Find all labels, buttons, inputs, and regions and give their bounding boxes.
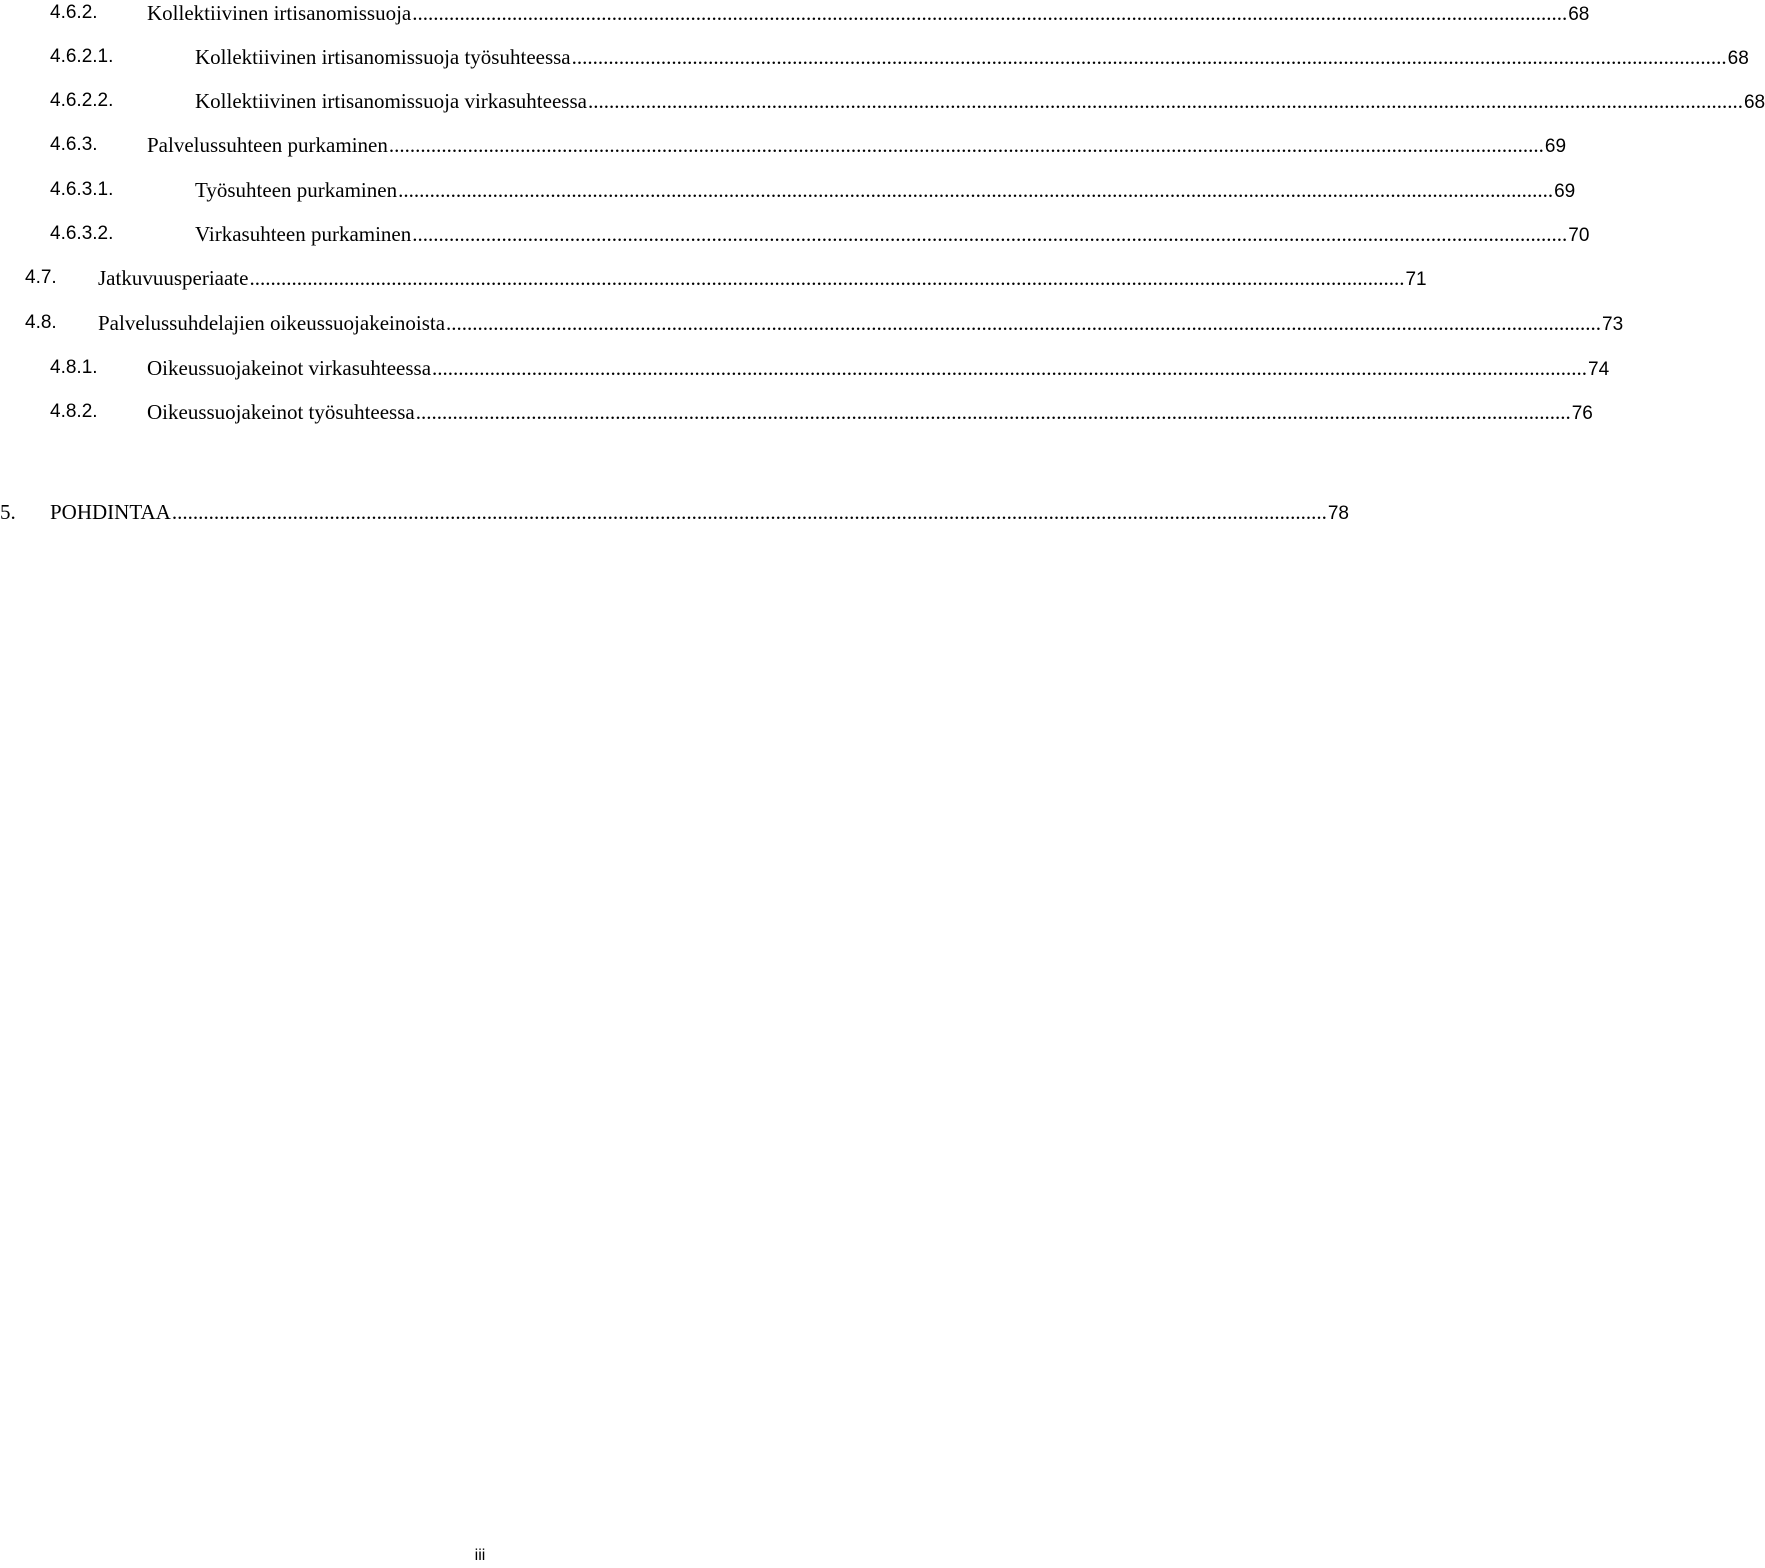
toc-entry-title: POHDINTAA	[50, 500, 171, 524]
toc-entry-4-6-3-2[interactable]	[0, 219, 1590, 249]
toc-entry-number: 4.8.1.	[50, 357, 98, 378]
page-number: iii	[474, 1547, 486, 1564]
toc-entry-number: 4.6.2.1.	[50, 46, 114, 67]
toc-entry-page: 69	[1544, 132, 1566, 162]
toc-entry-page: 68	[1727, 44, 1749, 74]
toc-leader-dots: ............................................................................................................................................................................................................................	[249, 266, 1405, 290]
toc-leader-dots: ............................................................................................................................................................................................................................	[412, 222, 1568, 246]
toc-leader-dots: ............................................................................................................................................................................................................................	[412, 1, 1568, 25]
toc-entry-number: 4.8.	[25, 312, 57, 333]
toc-entry-page: 71	[1404, 265, 1426, 295]
toc-entry-title: Oikeussuojakeinot työsuhteessa	[147, 400, 415, 424]
toc-entry-4-7[interactable]	[0, 263, 1427, 293]
toc-entry-title: Kollektiivinen irtisanomissuoja	[147, 1, 412, 25]
toc-entry-number: 4.6.3.	[50, 134, 98, 155]
toc-entry-title: Jatkuvuusperiaate	[98, 266, 249, 290]
toc-leader-dots: ............................................................................................................................................................................................................................	[171, 500, 1327, 524]
toc-entry-title: Oikeussuojakeinot virkasuhteessa	[147, 356, 432, 380]
toc-entry-number: 4.7.	[25, 267, 57, 288]
toc-entry-title: Palvelussuhdelajien oikeussuojakeinoista	[98, 311, 446, 335]
toc-leader-dots: ............................................................................................................................................................................................................................	[415, 400, 1571, 424]
toc-entry-title: Palvelussuhteen purkaminen	[147, 133, 388, 157]
toc-entry-number: 4.8.2.	[50, 401, 98, 422]
toc-entry-number: 4.6.3.1.	[50, 179, 114, 200]
toc-entry-number: 4.6.2.2.	[50, 90, 114, 111]
toc-entry-title: Kollektiivinen irtisanomissuoja virkasuhteessa	[195, 89, 587, 113]
toc-entry-page: 76	[1571, 399, 1593, 429]
toc-leader-dots: ............................................................................................................................................................................................................................	[388, 133, 1544, 157]
toc-leader-dots: ............................................................................................................................................................................................................................	[587, 89, 1743, 113]
toc-entry-title: Työsuhteen purkaminen	[195, 178, 398, 202]
toc-leader-dots: ............................................................................................................................................................................................................................	[398, 178, 1554, 202]
toc-entry-title: Kollektiivinen irtisanomissuoja työsuhteessa	[195, 45, 571, 69]
toc-entry-page: 68	[1743, 88, 1765, 118]
toc-entry-number: 4.6.2.	[50, 2, 98, 23]
toc-leader-dots: ............................................................................................................................................................................................................................	[446, 311, 1602, 335]
toc-leader-dots: ............................................................................................................................................................................................................................	[432, 356, 1588, 380]
toc-entry-number: 5.	[0, 500, 16, 524]
toc-entry-page: 78	[1327, 499, 1349, 529]
toc-entry-4-6-3[interactable]	[0, 130, 1567, 160]
toc-entry-5[interactable]	[0, 497, 1349, 527]
toc-entry-4-8-1[interactable]	[0, 353, 1610, 383]
toc-entry-4-6-2-2[interactable]	[0, 86, 1765, 116]
toc-leader-dots: ............................................................................................................................................................................................................................	[571, 45, 1727, 69]
toc-entry-4-6-2[interactable]	[0, 0, 1590, 28]
toc-entry-page: 69	[1553, 177, 1575, 207]
toc-entry-page: 68	[1567, 0, 1589, 30]
toc-entry-4-6-3-1[interactable]	[0, 175, 1576, 205]
toc-entry-number: 4.6.3.2.	[50, 223, 114, 244]
toc-entry-4-6-2-1[interactable]	[0, 42, 1749, 72]
toc-entry-4-8-2[interactable]	[0, 397, 1593, 427]
toc-entry-title: Virkasuhteen purkaminen	[195, 222, 412, 246]
toc-entry-page: 70	[1567, 221, 1589, 251]
toc-entry-page: 74	[1587, 355, 1609, 385]
toc-entry-page: 73	[1601, 310, 1623, 340]
toc-entry-4-8[interactable]	[0, 308, 1624, 338]
